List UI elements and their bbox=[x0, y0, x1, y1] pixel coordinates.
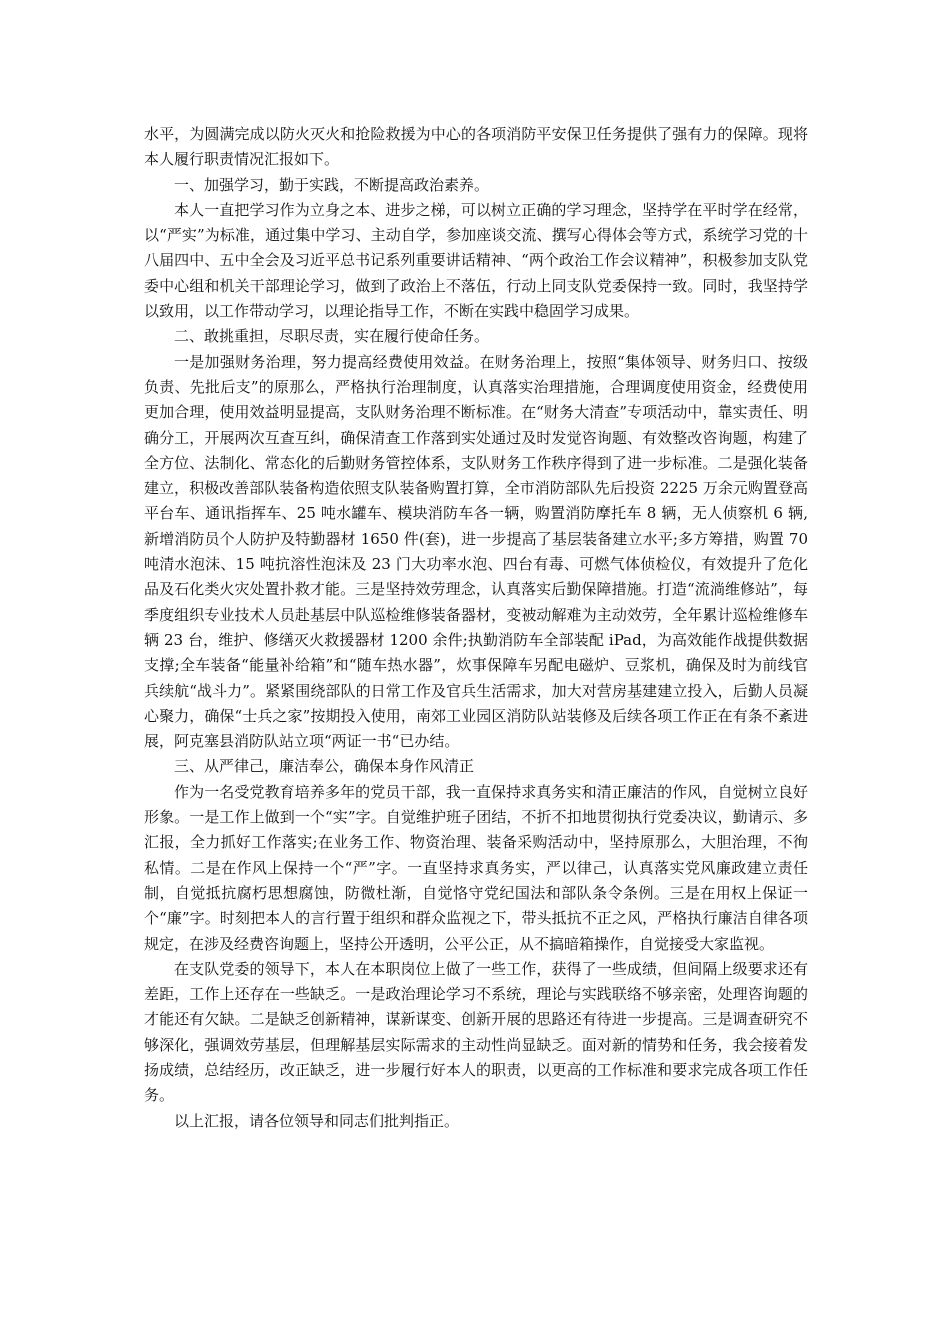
heading-section-1: 一、加强学习，勤于实践，不断提高政治素养。 bbox=[174, 175, 490, 194]
paragraph-opening: 水平，为圆满完成以防火灭火和抢险救援为中心的各项消防平安保卫任务提供了强有力的保障。现将本人履行职责情况汇报如下。 bbox=[144, 125, 808, 169]
heading-section-2: 二、敢挑重担，尽职尽责，实在履行使命任务。 bbox=[174, 327, 490, 346]
paragraph-closing: 以上汇报，请各位领导和同志们批判指正。 bbox=[174, 1111, 460, 1130]
paragraph-integrity: 作为一名受党教育培养多年的党员干部，我一直保持求真务实和清正廉洁的作风，自觉树立良好形象。一是工作上做到一个“实”字。自觉维护班子团结，不折不扣地贯彻执行党委决议，勤请示、多汇报，全力抓好工作落实;在业务工作、物资治理、装备采购活动中，坚持原那么，大胆治理，不徇私情。二是在作风上保持一个“严”字。一直坚持求真务实，严以律己，认真落实党风廉政建立责任制，自觉抵抗腐朽思想腐蚀，防微杜渐，自觉恪守党纪国法和部队条令条例。三是在用权上保证一个“廉”字。时刻把本人的言行置于组织和群众监视之下，带头抵抗不正之风，严格执行廉洁自律各项规定，在涉及经费咨询题上，坚持公开透明，公平公正，从不搞暗箱操作，自觉接受大家监视。 bbox=[144, 782, 808, 953]
paragraph-duties: 一是加强财务治理，努力提高经费使用效益。在财务治理上，按照“集体领导、财务归口、按级负责、先批后支”的原那么，严格执行治理制度，认真落实治理措施，合理调度使用资金，经费使用更加合理，使用效益明显提高，支队财务治理不断标准。在“财务大清查”专项活动中，靠实责任、明确分工，开展两次互查互纠，确保清查工作落到实处通过及时发觉咨询题、有效整改咨询题，构建了全方位、法制化、常态化的后勤财务管控体系，支队财务工作秩序得到了进一步标准。二是强化装备建立，积极改善部队装备构造依照支队装备购置打算，全市消防部队先后投资 2225 万余元购置登高平台车、通讯指挥车、25 吨水罐车、模块消防车各一辆，购置消防摩托车 8 辆，无人侦察机 6 辆,新增消防员个人防护及特勤器材 1650 件(套)，进一步提高了基层装备建立水平;多方筹措，购置 70 吨清水泡沫、15 吨抗溶性泡沫及 23 门大功率水泡、四台有毒、可燃气体侦检仪，有效提升了危化品及石化类火灾处置扑救才能。三是坚持效劳理念，认真落实后勤保障措施。打造“流淌维修站”，每季度组织专业技术人员赴基层中队巡检维修装备器材，变被动解难为主动效劳，全年累计巡检维修车辆 23 台，维护、修缮灭火救援器材 1200 余件;执勤消防车全部装配 iPad，为高效能作战提供数据支撑;全车装备“能量补给箱”和“随车热水器”，炊事保障车另配电磁炉、豆浆机，确保及时为前线官兵续航“战斗力”。紧紧围绕部队的日常工作及官兵生活需求，加大对营房基建建立投入，后勤人员凝心聚力，确保“士兵之家”按期投入使用，南郊工业园区消防队站装修及后续各项工作正在有条不紊进展，阿克塞县消防队站立项“两证一书“已办结。 bbox=[144, 352, 808, 751]
document-body bbox=[144, 122, 808, 1134]
heading-section-3: 三、从严律己，廉洁奉公，确保本身作风清正 bbox=[174, 757, 475, 776]
paragraph-study: 本人一直把学习作为立身之本、进步之梯，可以树立正确的学习理念，坚持学在平时学在经常，以“严实”为标准，通过集中学习、主动自学，参加座谈交流、撰写心得体会等方式，系统学习党的十八届四中、五中全会及习近平总书记系列重要讲话精神、“两个政治工作会议精神”，积极参加支队党委中心组和机关干部理论学习，做到了政治上不落伍，行动上同支队党委保持一致。同时，我坚持学以致用，以工作带动学习，以理论指导工作，不断在实践中稳固学习成果。 bbox=[144, 200, 808, 321]
paragraph-shortcomings: 在支队党委的领导下，本人在本职岗位上做了一些工作，获得了一些成绩，但间隔上级要求还有差距，工作上还存在一些缺乏。一是政治理论学习不系统，理论与实践联络不够亲密，处理咨询题的才能还有欠缺。二是缺乏创新精神，谋新谋变、创新开展的思路还有待进一步提高。三是调查研究不够深化，强调效劳基层，但理解基层实际需求的主动性尚显缺乏。面对新的情势和任务，我会接着发扬成绩，总结经历，改正缺乏，进一步履行好本人的职责，以更高的工作标准和要求完成各项工作任务。 bbox=[144, 959, 808, 1105]
